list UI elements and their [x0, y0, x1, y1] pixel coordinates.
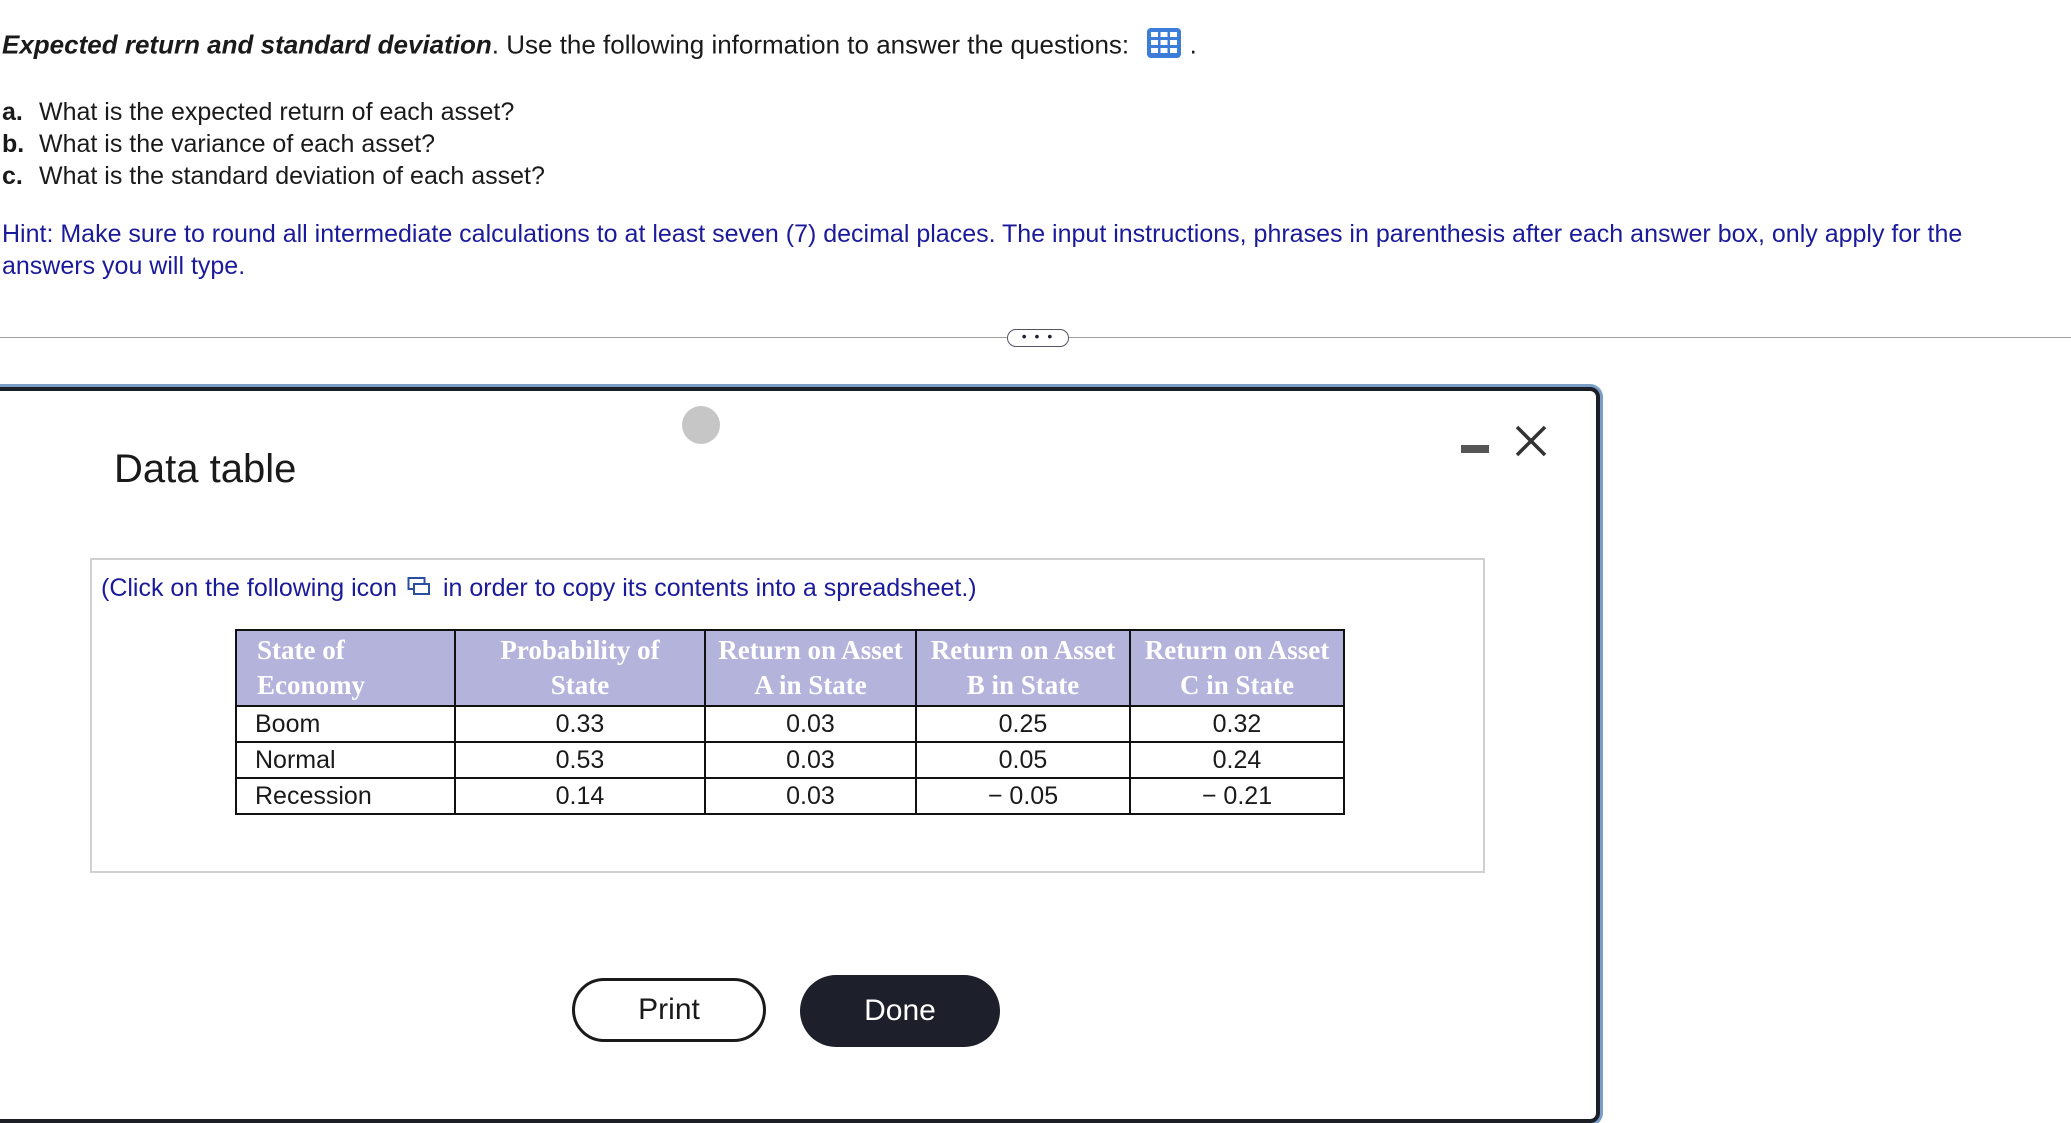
table-cell: 0.05: [916, 742, 1130, 778]
table-cell: − 0.21: [1130, 778, 1344, 814]
minimize-icon[interactable]: [1461, 445, 1489, 453]
table-cell: 0.25: [916, 706, 1130, 742]
header-return-b: Return on Asset B in State: [916, 630, 1130, 706]
question-title: [2, 27, 1197, 66]
data-table-panel: [90, 558, 1485, 873]
table-cell: 0.32: [1130, 706, 1344, 742]
question-title-bold: Expected return and standard deviation: [2, 29, 492, 60]
table-cell: − 0.05: [916, 778, 1130, 814]
question-title-period: .: [1189, 29, 1197, 60]
data-table: [235, 629, 1345, 815]
question-list: [2, 96, 545, 192]
table-cell: Normal: [236, 742, 455, 778]
copy-to-spreadsheet-icon[interactable]: [407, 575, 431, 604]
done-button[interactable]: Done: [800, 975, 1000, 1047]
table-cell: 0.14: [455, 778, 705, 814]
table-row: [236, 742, 1344, 778]
dialog-title: Data table: [114, 447, 297, 491]
print-button[interactable]: Print: [572, 978, 766, 1042]
table-row: [236, 706, 1344, 742]
table-cell: 0.03: [705, 706, 916, 742]
data-table-grid-icon[interactable]: [1146, 27, 1182, 66]
expand-more-button[interactable]: • • •: [1007, 329, 1069, 347]
question-item-b: b. What is the variance of each asset?: [2, 130, 436, 158]
question-item-a: a. What is the expected return of each asset?: [2, 98, 515, 126]
header-state: State of Economy: [236, 630, 455, 706]
table-cell: 0.03: [705, 742, 916, 778]
table-cell: Recession: [236, 778, 455, 814]
table-cell: 0.24: [1130, 742, 1344, 778]
table-cell: 0.33: [455, 706, 705, 742]
header-return-a: Return on Asset A in State: [705, 630, 916, 706]
copy-instruction: (Click on the following icon in order to copy its contents into a spreadsheet.): [101, 574, 977, 602]
hint-text: Hint: Make sure to round all intermediate calculations to at least seven (7) decimal places. The input instructions, phrases in parenthesis after each answer box, only apply for the answers you will type.: [2, 220, 1963, 280]
data-table-dialog: [0, 387, 1600, 1123]
close-icon[interactable]: [1513, 423, 1549, 459]
header-return-c: Return on Asset C in State: [1130, 630, 1344, 706]
table-cell: 0.53: [455, 742, 705, 778]
table-cell: 0.03: [705, 778, 916, 814]
drag-handle[interactable]: [682, 406, 720, 444]
table-header-row: [236, 630, 1344, 706]
table-cell: Boom: [236, 706, 455, 742]
header-probability: Probability of State: [455, 630, 705, 706]
table-row: [236, 778, 1344, 814]
question-item-c: c. What is the standard deviation of each asset?: [2, 162, 545, 190]
question-title-text: . Use the following information to answer the questions:: [491, 29, 1130, 60]
